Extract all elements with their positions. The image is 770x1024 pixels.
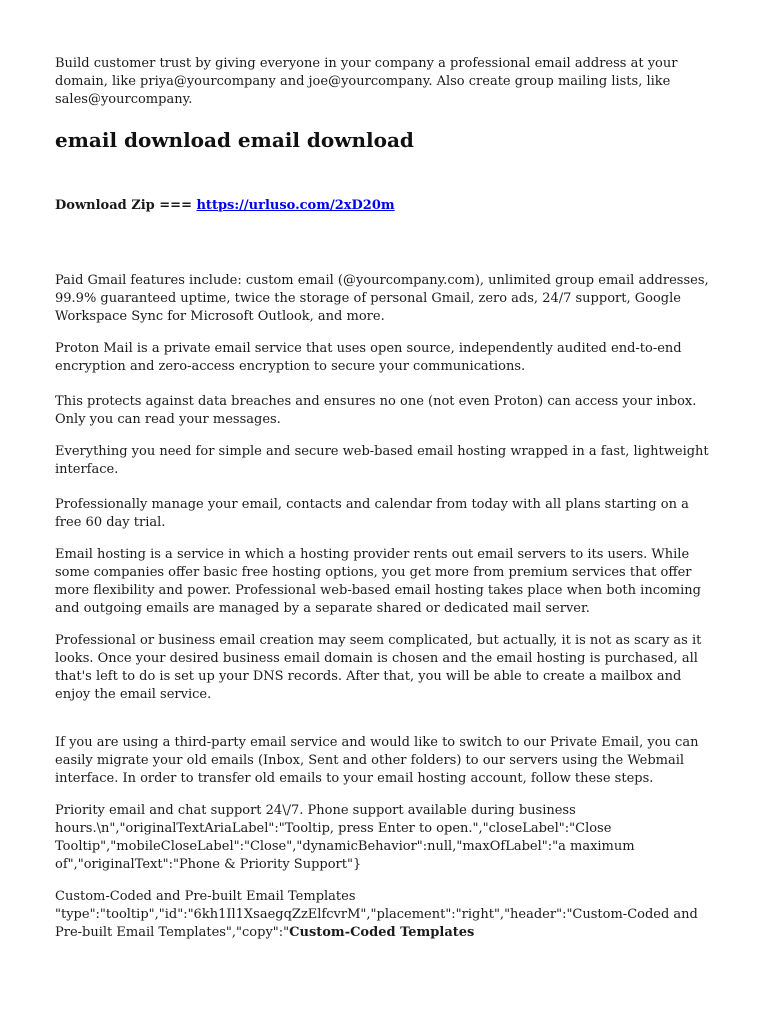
paragraph-business-email: Professional or business email creation may seem complicated, but actually, it is not as scary as it looks. Once your desired business email domain is chosen and the email hosting is purchased, all that's left to do is set up your DNS records. After that, you will be able to create a mailbox and enjoy the email service.	[55, 633, 702, 702]
templates-text: Custom-Coded and Pre-built Email Templates "type":"tooltip","id":"6kh1Il1XsaegqZzElfcvrM","placement":"right","header":"Custom-Coded and Pre-built Email Templates","copy":"	[55, 889, 698, 940]
paragraph-email-hosting: Email hosting is a service in which a hosting provider rents out email servers to its users. While some companies offer basic free hosting options, you get more from premium services that offer more flexibility and power. Professional web-based email hosting takes place when both incoming and outgoing emails are managed by a separate shared or dedicated mail server.	[55, 547, 701, 616]
download-link[interactable]: https://urluso.com/2xD20m	[196, 198, 395, 213]
page-title: email download email download	[55, 128, 414, 152]
paragraph-web-hosting: Everything you need for simple and secure web-based email hosting wrapped in a fast, lightweight interface.	[55, 444, 709, 477]
paragraph-priority-support: Priority email and chat support 24\/7. Phone support available during business hours.\n","originalTextAriaLabel":"Tooltip, press Enter to open.","closeLabel":"Close Tooltip","mobileCloseLabel":"Close","dynamicBehavior":null,"maxOfLabel":"a maximum of","originalText":"Phone & Priority Support"}	[55, 803, 635, 872]
document-body	[55, 55, 715, 942]
paragraph-free-trial: Professionally manage your email, contacts and calendar from today with all plans starting on a free 60 day trial.	[55, 497, 689, 530]
paragraph-migrate-emails: If you are using a third-party email service and would like to switch to our Private Email, you can easily migrate your old emails (Inbox, Sent and other folders) to our servers using the Webmail interface. In order to transfer old emails to your email hosting account, follow these steps.	[55, 735, 699, 786]
paragraph-proton-mail: Proton Mail is a private email service that uses open source, independently audited end-to-end encryption and zero-access encryption to secure your communications.	[55, 341, 682, 374]
download-line	[55, 197, 715, 215]
download-label: Download Zip ===	[55, 198, 197, 213]
intro-paragraph: Build customer trust by giving everyone in your company a professional email address at your domain, like priya@yourcompany and joe@yourcompany. Also create group mailing lists, like sales@yourcompany.	[55, 56, 678, 107]
paragraph-data-breaches: This protects against data breaches and ensures no one (not even Proton) can access your inbox. Only you can read your messages.	[55, 394, 697, 427]
paragraph-email-templates	[55, 888, 715, 942]
paragraph-gmail-features: Paid Gmail features include: custom email (@yourcompany.com), unlimited group email addresses, 99.9% guaranteed uptime, twice the storage of personal Gmail, zero ads, 24/7 support, Google Workspace Sync for Microsoft Outlook, and more.	[55, 273, 709, 324]
templates-bold-text: Custom-Coded Templates	[289, 925, 475, 940]
